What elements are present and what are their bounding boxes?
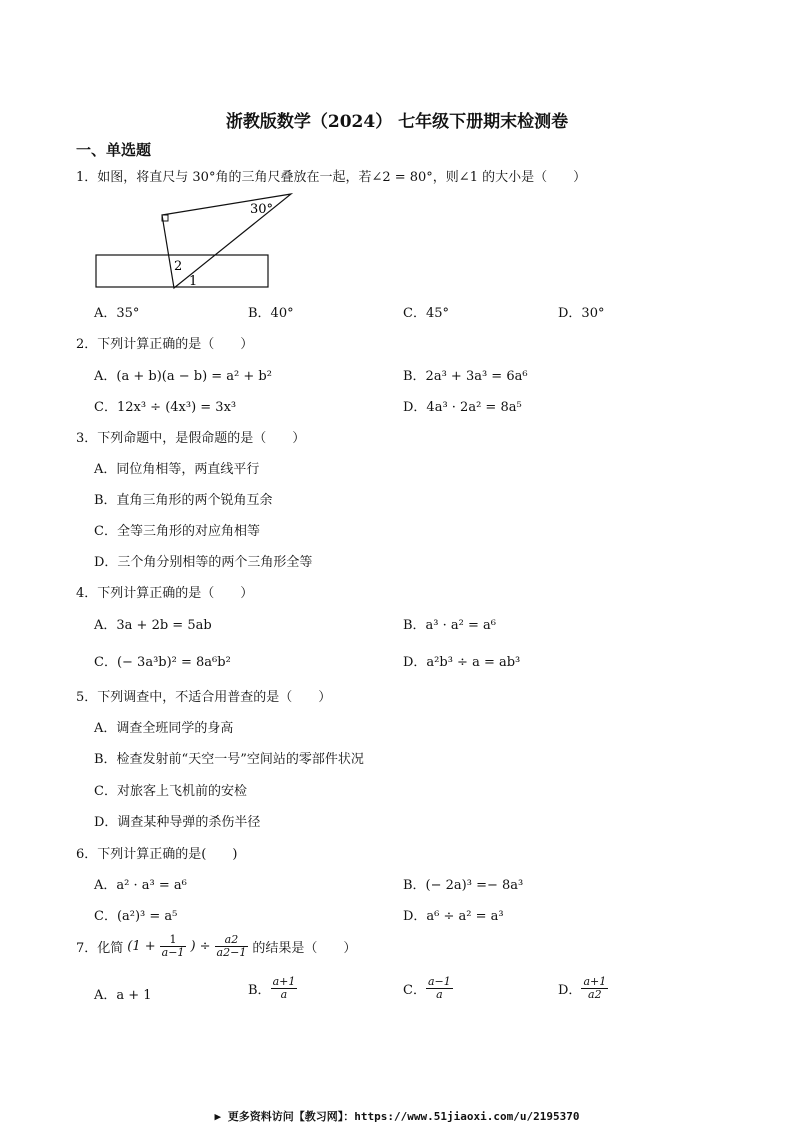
ruler-triangle-figure — [90, 188, 300, 294]
q5-option-d: D．调查某种导弹的杀伤半径 — [94, 815, 261, 830]
q7-frac-1-num: 1 — [160, 934, 187, 947]
q3-option-d: D．三个角分别相等的两个三角形全等 — [94, 555, 313, 570]
q2-option-d: D．4a³ · 2a² = 8a⁵ — [403, 400, 522, 415]
q7-frac-2-den: a2−1 — [216, 946, 247, 959]
question-4: 4．下列计算正确的是（ ） — [76, 586, 254, 601]
q7-option-c-frac — [426, 976, 453, 1001]
q7-frac-2 — [215, 934, 249, 959]
q7-option-c-label: C． — [403, 983, 426, 998]
q7-option-b-frac — [271, 976, 298, 1001]
question-7 — [76, 934, 356, 959]
q1-option-b: B．40° — [248, 306, 294, 321]
q7-option-c-num: a−1 — [427, 975, 451, 988]
q1-option-d: D．30° — [558, 306, 605, 321]
q7-option-b-den: a — [280, 988, 288, 1001]
q7-option-b-num: a+1 — [272, 975, 296, 988]
q7-frac-1-den: a−1 — [161, 946, 185, 959]
q7-open: (1 + — [127, 939, 156, 954]
q2-option-a: A．(a + b)(a − b) = a² + b² — [94, 369, 272, 384]
q5-option-a: A．调查全班同学的身高 — [94, 721, 234, 736]
q3-option-c: C．全等三角形的对应角相等 — [94, 524, 260, 539]
page-title: 浙教版数学（2024） 七年级下册期末检测卷 — [225, 112, 569, 132]
q4-option-a: A．3a + 2b = 5ab — [94, 618, 212, 633]
q6-option-b: B．(− 2a)³ =− 8a³ — [403, 878, 524, 893]
q2-option-b: B．2a³ + 3a³ = 6a⁶ — [403, 369, 528, 384]
section-heading: 一、单选题 — [76, 141, 152, 159]
q4-option-c: C．(− 3a³b)² = 8a⁶b² — [94, 655, 231, 670]
q7-option-d-frac — [581, 976, 608, 1001]
q3-option-b: B．直角三角形的两个锐角互余 — [94, 493, 273, 508]
q7-option-c — [403, 976, 453, 1001]
q7-option-a: A．a + 1 — [94, 988, 152, 1003]
q2-option-c: C．12x³ ÷ (4x³) = 3x³ — [94, 400, 237, 415]
q6-option-c: C．(a²)³ = a⁵ — [94, 909, 178, 924]
q7-option-d-num: a+1 — [583, 975, 607, 988]
question-3: 3．下列命题中，是假命题的是（ ） — [76, 431, 306, 446]
question-2: 2．下列计算正确的是（ ） — [76, 337, 254, 352]
label-30: 30° — [250, 202, 274, 217]
q4-option-b: B．a³ · a² = a⁶ — [403, 618, 496, 633]
q7-close: ) ÷ — [190, 939, 211, 954]
q7-option-c-den: a — [436, 988, 443, 1001]
footer-link[interactable]: ▶ 更多资料访问【教习网】：https://www.51jiaoxi.com/u/2195370 — [214, 1110, 580, 1123]
q7-option-d-label: D． — [558, 983, 582, 998]
q7-option-b — [248, 976, 297, 1001]
question-6: 6．下列计算正确的是( ) — [76, 847, 238, 862]
q3-option-a: A．同位角相等，两直线平行 — [94, 462, 260, 477]
q7-option-d-den: a2 — [588, 988, 602, 1001]
q7-prefix: 7．化简 — [76, 941, 124, 956]
question-5: 5．下列调查中，不适合用普查的是（ ） — [76, 690, 332, 705]
q7-option-d — [558, 976, 608, 1001]
q1-option-a: A．35° — [94, 306, 140, 321]
q7-frac-2-num: a2 — [215, 934, 249, 947]
q7-suffix: 的结果是（ ） — [252, 941, 357, 956]
q5-option-b: B．检查发射前“天空一号”空间站的零部件状况 — [94, 752, 364, 767]
question-1: 1．如图，将直尺与 30°角的三角尺叠放在一起，若∠2 = 80°，则∠1 的大小是（ ） — [76, 170, 587, 185]
label-angle-2: 2 — [174, 259, 183, 274]
q5-option-c: C．对旅客上飞机前的安检 — [94, 784, 247, 799]
q6-option-d: D．a⁶ ÷ a² = a³ — [403, 909, 504, 924]
label-angle-1: 1 — [189, 274, 198, 289]
q4-option-d: D．a²b³ ÷ a = ab³ — [403, 655, 521, 670]
q7-option-b-label: B． — [248, 983, 271, 998]
q7-frac-1 — [160, 934, 187, 959]
q6-option-a: A．a² · a³ = a⁶ — [94, 878, 187, 893]
q1-option-c: C．45° — [403, 306, 449, 321]
